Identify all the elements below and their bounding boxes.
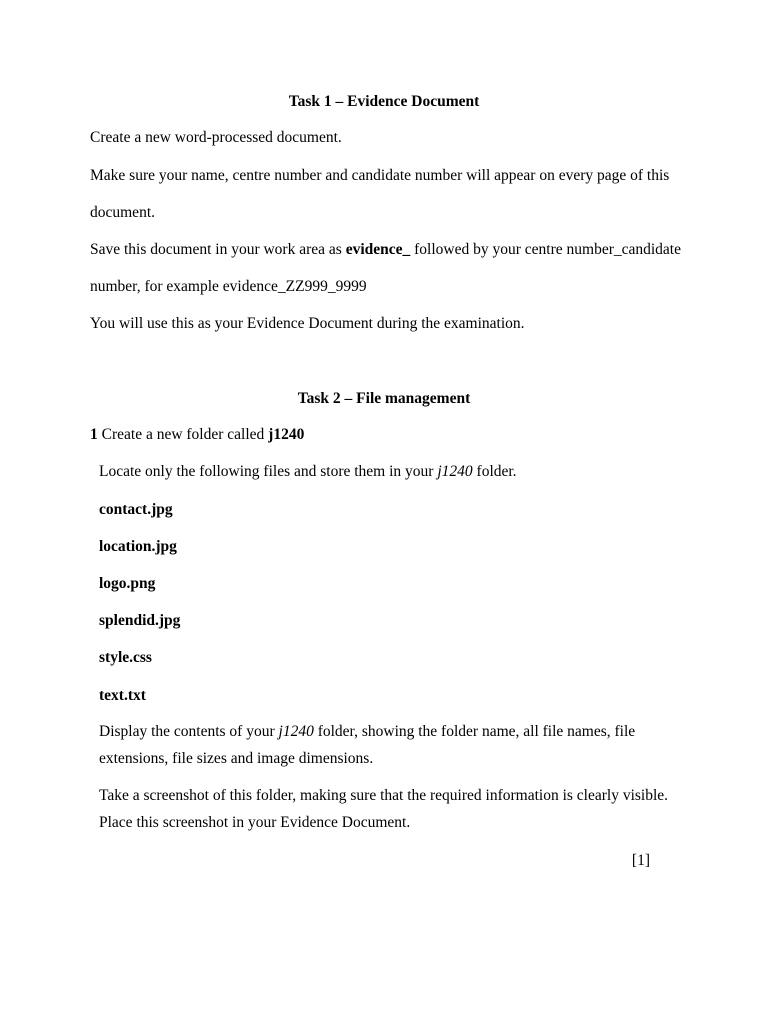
task1-paragraph-1: Create a new word-processed document. xyxy=(90,129,342,146)
screenshot-instruction-line-1: Take a screenshot of this folder, making sure that the required information is clearly visible. xyxy=(99,787,669,804)
question-text: Create a new folder called xyxy=(97,426,269,443)
folder-name: j1240 xyxy=(437,463,473,480)
display-instruction-line-2: extensions, file sizes and image dimensions. xyxy=(99,750,374,767)
task1-paragraph-3-line-2: number, for example evidence_ZZ999_9999 xyxy=(90,278,367,295)
file-item: contact.jpg xyxy=(99,501,173,518)
text-run: Locate only the following files and store them in your xyxy=(99,463,438,480)
text-run: folder, showing the folder name, all file names, file xyxy=(313,723,636,740)
display-instruction-line-1 xyxy=(99,722,635,742)
file-item: location.jpg xyxy=(99,538,177,555)
task1-paragraph-2-line-1: Make sure your name, centre number and candidate number will appear on every page of this xyxy=(90,167,670,184)
task2-heading: Task 2 – File management xyxy=(297,390,471,407)
folder-name: j1240 xyxy=(268,426,305,443)
text-run: Save this document in your work area as xyxy=(90,241,346,258)
text-run: folder. xyxy=(472,463,517,480)
task1-paragraph-3-line-1 xyxy=(90,240,681,260)
question-1 xyxy=(90,425,304,445)
file-item: logo.png xyxy=(99,575,156,592)
question-number: 1 xyxy=(90,426,98,443)
file-item: splendid.jpg xyxy=(99,612,181,629)
file-item: style.css xyxy=(99,649,152,666)
file-item: text.txt xyxy=(99,687,146,704)
screenshot-instruction-line-2: Place this screenshot in your Evidence Document. xyxy=(99,814,411,831)
text-run: Display the contents of your xyxy=(99,723,279,740)
task1-paragraph-2-line-2: document. xyxy=(90,204,155,221)
marks-label: [1] xyxy=(631,852,650,869)
filename-prefix: evidence_ xyxy=(345,241,411,258)
task1-paragraph-4: You will use this as your Evidence Document during the examination. xyxy=(90,315,525,332)
folder-name: j1240 xyxy=(278,723,314,740)
text-run: followed by your centre number_candidate xyxy=(410,241,681,258)
task1-heading: Task 1 – Evidence Document xyxy=(288,93,480,110)
locate-instruction xyxy=(99,462,517,482)
